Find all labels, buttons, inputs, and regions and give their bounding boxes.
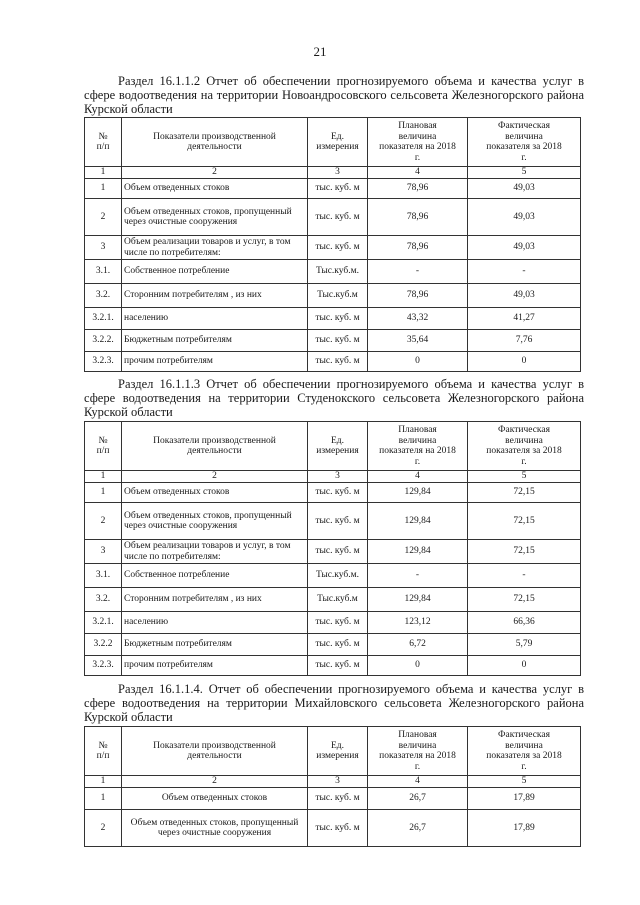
cell-name: Объем реализации товаров и услуг, в том числе по потребителям: [122, 236, 308, 260]
table-row [85, 810, 581, 847]
cell-num: 3.2.1. [85, 612, 122, 634]
header-name: Показатели производственной деятельности [122, 727, 308, 776]
cell-fact: - [468, 564, 581, 588]
cell-name: Сторонним потребителям , из них [122, 284, 308, 308]
cell-unit: тыс. куб. м [308, 788, 368, 810]
cell-unit: тыс. куб. м [308, 236, 368, 260]
header-plan: Плановая величина показателя на 2018 г. [368, 118, 468, 167]
index-cell: 1 [85, 471, 122, 483]
table-row [85, 788, 581, 810]
table-row [85, 564, 581, 588]
table-row [85, 330, 581, 352]
index-row [85, 776, 581, 788]
cell-plan: 129,84 [368, 588, 468, 612]
cell-unit: тыс. куб. м [308, 656, 368, 676]
cell-plan: 0 [368, 352, 468, 372]
header-plan: Плановая величина показателя на 2018 г. [368, 422, 468, 471]
table-row [85, 236, 581, 260]
cell-plan: 43,32 [368, 308, 468, 330]
index-cell: 2 [122, 776, 308, 788]
cell-num: 1 [85, 483, 122, 503]
cell-name: Собственное потребление [122, 260, 308, 284]
cell-unit: тыс. куб. м [308, 330, 368, 352]
cell-plan: 0 [368, 656, 468, 676]
index-cell: 3 [308, 471, 368, 483]
cell-name: Объем отведенных стоков, пропущенный через очистные сооружения [122, 503, 308, 540]
cell-unit: Тыс.куб.м. [308, 260, 368, 284]
table-row [85, 199, 581, 236]
table-row [85, 612, 581, 634]
cell-unit: тыс. куб. м [308, 483, 368, 503]
table-row [85, 656, 581, 676]
cell-unit: тыс. куб. м [308, 308, 368, 330]
cell-plan: 78,96 [368, 236, 468, 260]
header-plan: Плановая величина показателя на 2018 г. [368, 727, 468, 776]
table-row [85, 284, 581, 308]
cell-num: 3.2.2. [85, 330, 122, 352]
table-row [85, 588, 581, 612]
cell-unit: тыс. куб. м [308, 352, 368, 372]
cell-fact: 72,15 [468, 503, 581, 540]
index-cell: 5 [468, 471, 581, 483]
cell-plan: 123,12 [368, 612, 468, 634]
cell-fact: 41,27 [468, 308, 581, 330]
cell-num: 3.1. [85, 564, 122, 588]
section-heading [84, 377, 584, 419]
cell-name: Объем отведенных стоков [122, 788, 308, 810]
cell-fact: 17,89 [468, 810, 581, 847]
table-row [85, 308, 581, 330]
cell-unit: тыс. куб. м [308, 540, 368, 564]
cell-plan: 78,96 [368, 179, 468, 199]
cell-num: 3.2.3. [85, 656, 122, 676]
cell-fact: 49,03 [468, 284, 581, 308]
index-cell: 2 [122, 471, 308, 483]
cell-fact: 72,15 [468, 540, 581, 564]
cell-unit: тыс. куб. м [308, 634, 368, 656]
header-num: № п/п [85, 422, 122, 471]
cell-num: 1 [85, 788, 122, 810]
cell-plan: 26,7 [368, 788, 468, 810]
section-title: Раздел 16.1.1.2 Отчет об обеспечении прогнозируемого объема и качества услуг в сфере водоотведения на территории Новоандросовского сельсовета Железногорского района Курской области [84, 74, 584, 116]
section-title: Раздел 16.1.1.3 Отчет об обеспечении прогнозируемого объема и качества услуг в сфере водоотведения на территории Студенокского сельсовета Железногорского района Курской области [84, 377, 584, 419]
table-row [85, 179, 581, 199]
cell-fact: 49,03 [468, 199, 581, 236]
page-number: 21 [313, 44, 327, 59]
header-unit: Ед. измерения [308, 118, 368, 167]
cell-name: Сторонним потребителям , из них [122, 588, 308, 612]
cell-fact: 0 [468, 352, 581, 372]
table-row [85, 634, 581, 656]
index-cell: 1 [85, 167, 122, 179]
header-name: Показатели производственной деятельности [122, 118, 308, 167]
cell-fact: 17,89 [468, 788, 581, 810]
cell-unit: Тыс.куб.м [308, 588, 368, 612]
cell-num: 3 [85, 540, 122, 564]
index-cell: 5 [468, 776, 581, 788]
cell-fact: 5,79 [468, 634, 581, 656]
header-num: № п/п [85, 727, 122, 776]
cell-num: 3.2. [85, 284, 122, 308]
header-row [85, 727, 581, 776]
cell-fact: 72,15 [468, 588, 581, 612]
cell-name: прочим потребителям [122, 352, 308, 372]
cell-name: Бюджетным потребителям [122, 330, 308, 352]
cell-num: 3.1. [85, 260, 122, 284]
index-row [85, 471, 581, 483]
cell-num: 3.2.2 [85, 634, 122, 656]
cell-plan: - [368, 564, 468, 588]
cell-num: 3 [85, 236, 122, 260]
cell-num: 1 [85, 179, 122, 199]
header-unit: Ед. измерения [308, 727, 368, 776]
report-table [84, 726, 581, 847]
cell-unit: Тыс.куб.м [308, 284, 368, 308]
header-num: № п/п [85, 118, 122, 167]
section-heading [84, 682, 584, 724]
cell-name: прочим потребителям [122, 656, 308, 676]
section-heading [84, 74, 584, 116]
cell-fact: 7,76 [468, 330, 581, 352]
cell-unit: тыс. куб. м [308, 810, 368, 847]
cell-num: 2 [85, 199, 122, 236]
cell-fact: - [468, 260, 581, 284]
cell-name: Собственное потребление [122, 564, 308, 588]
cell-name: населению [122, 308, 308, 330]
cell-plan: 129,84 [368, 483, 468, 503]
index-row [85, 167, 581, 179]
header-row [85, 422, 581, 471]
cell-plan: 78,96 [368, 199, 468, 236]
report-table [84, 117, 581, 372]
cell-fact: 0 [468, 656, 581, 676]
index-cell: 3 [308, 776, 368, 788]
cell-plan: 78,96 [368, 284, 468, 308]
cell-unit: Тыс.куб.м. [308, 564, 368, 588]
header-unit: Ед. измерения [308, 422, 368, 471]
table-row [85, 503, 581, 540]
cell-name: Объем отведенных стоков [122, 483, 308, 503]
cell-fact: 66,36 [468, 612, 581, 634]
header-row [85, 118, 581, 167]
header-fact: Фактическая величина показателя за 2018 г. [468, 727, 581, 776]
cell-plan: 129,84 [368, 540, 468, 564]
header-name: Показатели производственной деятельности [122, 422, 308, 471]
index-cell: 4 [368, 167, 468, 179]
cell-num: 2 [85, 503, 122, 540]
cell-plan: 6,72 [368, 634, 468, 656]
cell-plan: 35,64 [368, 330, 468, 352]
cell-num: 3.2.1. [85, 308, 122, 330]
cell-fact: 72,15 [468, 483, 581, 503]
cell-name: населению [122, 612, 308, 634]
cell-fact: 49,03 [468, 236, 581, 260]
index-cell: 4 [368, 776, 468, 788]
cell-name: Объем отведенных стоков, пропущенный через очистные сооружения [122, 810, 308, 847]
table-row [85, 352, 581, 372]
cell-unit: тыс. куб. м [308, 612, 368, 634]
cell-name: Объем отведенных стоков, пропущенный через очистные сооружения [122, 199, 308, 236]
cell-num: 2 [85, 810, 122, 847]
table-row [85, 260, 581, 284]
index-cell: 3 [308, 167, 368, 179]
cell-unit: тыс. куб. м [308, 199, 368, 236]
cell-fact: 49,03 [468, 179, 581, 199]
cell-plan: 129,84 [368, 503, 468, 540]
cell-num: 3.2. [85, 588, 122, 612]
cell-plan: 26,7 [368, 810, 468, 847]
cell-name: Бюджетным потребителям [122, 634, 308, 656]
cell-num: 3.2.3. [85, 352, 122, 372]
table-row [85, 483, 581, 503]
cell-unit: тыс. куб. м [308, 179, 368, 199]
cell-unit: тыс. куб. м [308, 503, 368, 540]
index-cell: 4 [368, 471, 468, 483]
cell-plan: - [368, 260, 468, 284]
index-cell: 1 [85, 776, 122, 788]
cell-name: Объем реализации товаров и услуг, в том числе по потребителям: [122, 540, 308, 564]
header-fact: Фактическая величина показателя за 2018 г. [468, 118, 581, 167]
index-cell: 2 [122, 167, 308, 179]
table-row [85, 540, 581, 564]
header-fact: Фактическая величина показателя за 2018 г. [468, 422, 581, 471]
index-cell: 5 [468, 167, 581, 179]
section-title: Раздел 16.1.1.4. Отчет об обеспечении прогнозируемого объема и качества услуг в сфере водоотведения на территории Михайловского сельсовета Железногорского района Курской области [84, 682, 584, 724]
report-table [84, 421, 581, 676]
cell-name: Объем отведенных стоков [122, 179, 308, 199]
